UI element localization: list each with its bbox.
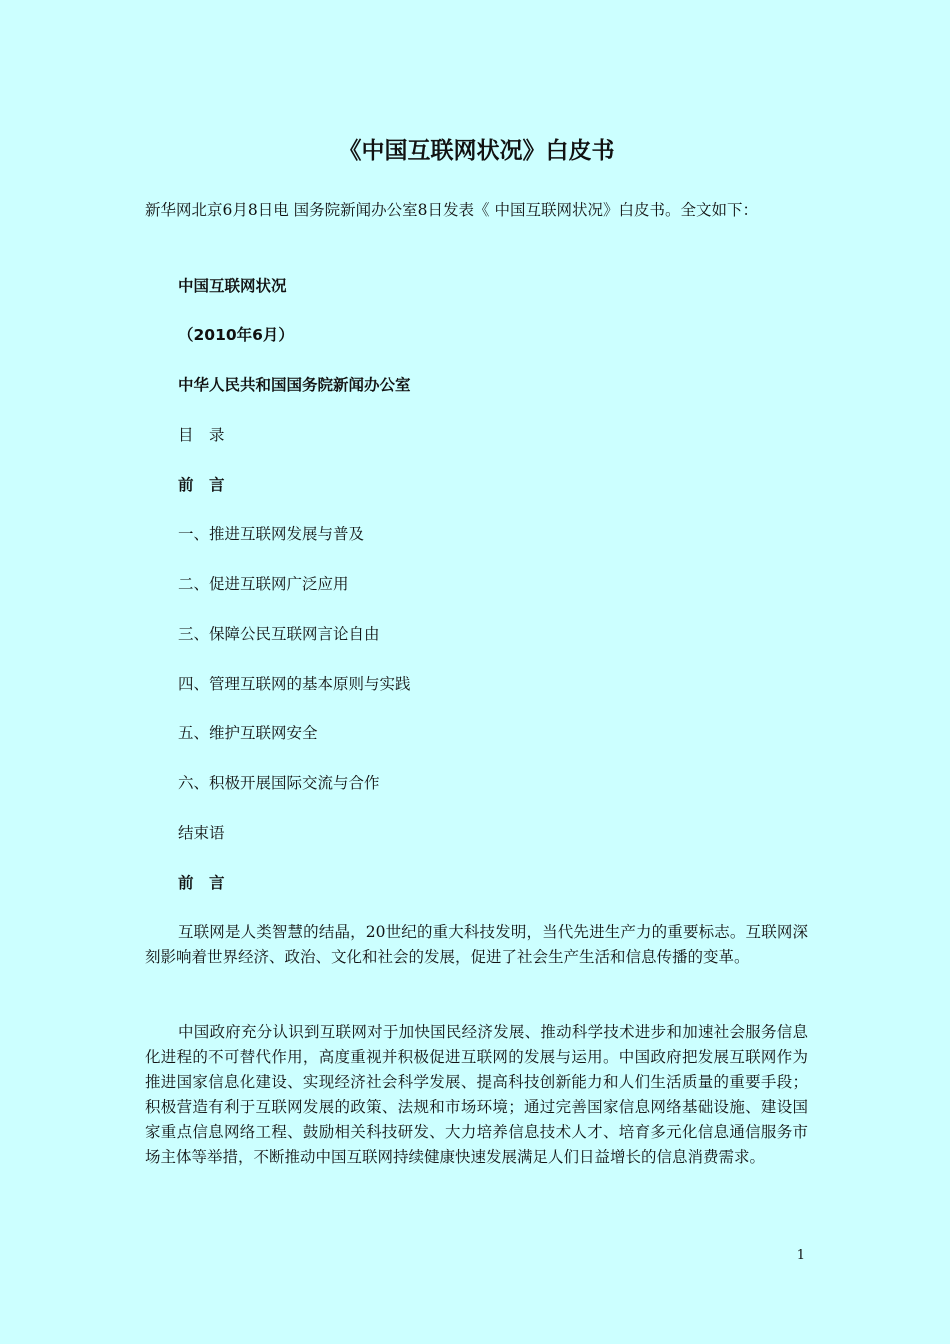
toc-item-conclusion: 结束语 [178, 824, 225, 842]
document-date: （2010年6月） [178, 326, 294, 344]
document-title: 《中国互联网状况》白皮书 [338, 138, 615, 164]
document-issuer: 中华人民共和国国务院新闻办公室 [178, 376, 411, 394]
toc-item-5: 五、维护互联网安全 [178, 724, 318, 742]
toc-item-4: 四、管理互联网的基本原则与实践 [178, 675, 411, 693]
section-heading-preface: 前 言 [178, 874, 225, 892]
intro-paragraph: 新华网北京6月8日电 国务院新闻办公室8日发表《 中国互联网状况》白皮书。全文如下： [145, 201, 758, 219]
body-paragraph-1: 互联网是人类智慧的结晶，20世纪的重大科技发明，当代先进生产力的重要标志。互联网深刻影响着世界经济、政治、文化和社会的发展，促进了社会生产生活和信息传播的变革。 [145, 923, 808, 966]
body-paragraph-2: 中国政府充分认识到互联网对于加快国民经济发展、推动科学技术进步和加速社会服务信息化进程的不可替代作用，高度重视并积极促进互联网的发展与运用。中国政府把发展互联网作为推进国家信息化建设、实现经济社会科学发展、提高科技创新能力和人们生活质量的重要手段；积极营造有利于互联网发展的政策、法规和市场环境；通过完善国家信息网络基础设施、建设国家重点信息网络工程、鼓励相关科技研发、大力培养信息技术人才、培育多元化信息通信服务市场主体等举措，不断推动中国互联网持续健康快速发展满足人们日益增长的信息消费需求。 [145, 1023, 808, 1166]
toc-item-1: 一、推进互联网发展与普及 [178, 525, 365, 543]
toc-item-preface: 前 言 [178, 476, 225, 494]
toc-item-6: 六、积极开展国际交流与合作 [178, 774, 380, 792]
toc-item-2: 二、促进互联网广泛应用 [178, 575, 349, 593]
page-number: 1 [796, 1248, 805, 1263]
toc-item-3: 三、保障公民互联网言论自由 [178, 625, 380, 643]
document-page [145, 0, 808, 1344]
document-heading: 中国互联网状况 [178, 277, 287, 295]
toc-label: 目 录 [178, 426, 225, 444]
